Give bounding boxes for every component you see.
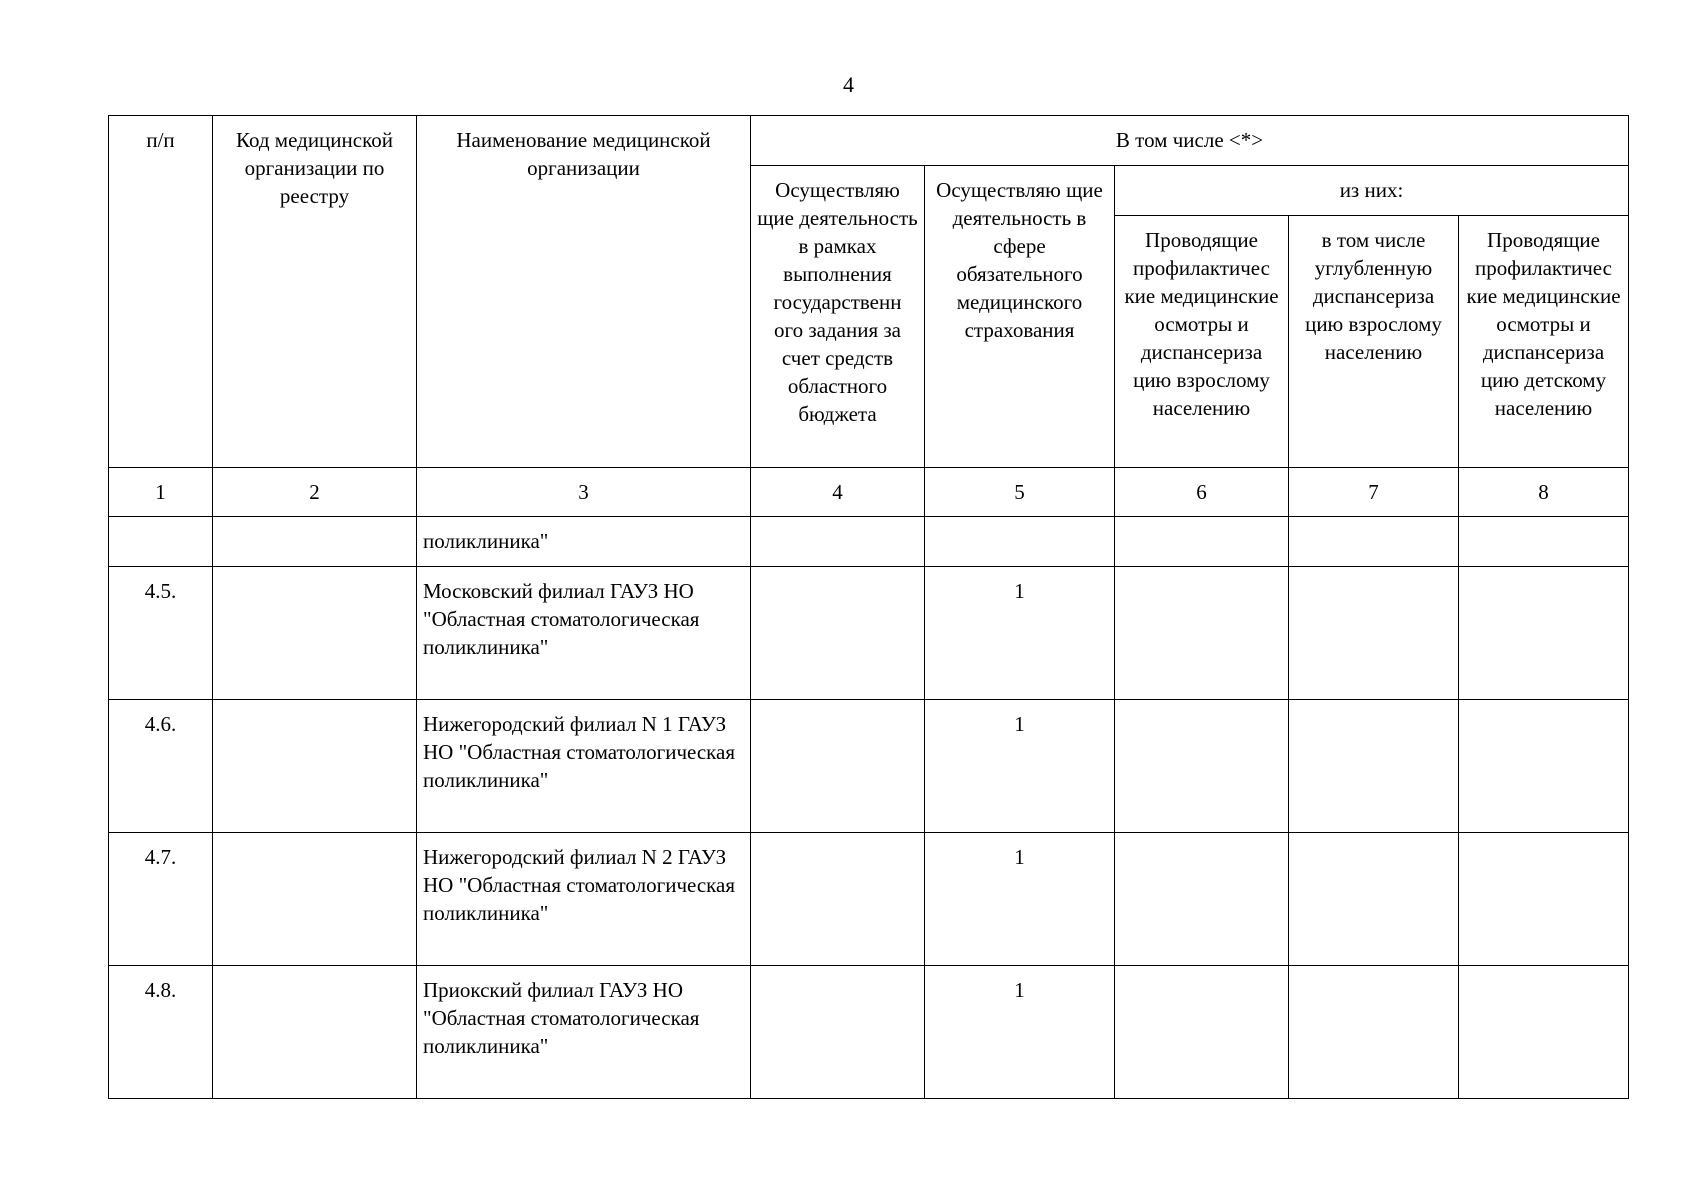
cell-col-7	[1289, 517, 1459, 567]
org-code	[213, 966, 417, 1099]
cell-col-7	[1289, 700, 1459, 833]
cell-col-5: 1	[925, 966, 1115, 1099]
column-number: 7	[1289, 468, 1459, 517]
cell-col-4	[751, 517, 925, 567]
row-number: 4.6.	[109, 700, 213, 833]
org-code	[213, 833, 417, 966]
header-col-1: п/п	[109, 116, 213, 468]
column-number: 5	[925, 468, 1115, 517]
column-number: 6	[1115, 468, 1289, 517]
cell-col-7	[1289, 833, 1459, 966]
org-code	[213, 700, 417, 833]
table-row	[109, 700, 1629, 833]
table-row	[109, 966, 1629, 1099]
header-group-including: В том числе <*>	[751, 116, 1629, 166]
header-col-3: Наименование медицинской организации	[417, 116, 751, 468]
header-subgroup-of-them: из них:	[1115, 166, 1629, 216]
header-col-4: Осуществляю щие деятельность в рамках выполнения государственн ого задания за счет средств областного бюджета	[751, 166, 925, 468]
header-col-8: Проводящие профилактичес кие медицинские осмотры и диспансериза цию детскому населению	[1459, 216, 1629, 468]
org-name: Нижегородский филиал N 2 ГАУЗ НО "Областная стоматологическая поликлиника"	[417, 833, 751, 966]
cell-col-5	[925, 517, 1115, 567]
page-number: 4	[843, 72, 854, 97]
table-row	[109, 517, 1629, 567]
cell-col-6	[1115, 517, 1289, 567]
header-col-2: Код медицинской организации по реестру	[213, 116, 417, 468]
org-name: Нижегородский филиал N 1 ГАУЗ НО "Областная стоматологическая поликлиника"	[417, 700, 751, 833]
cell-col-6	[1115, 966, 1289, 1099]
row-number: 4.8.	[109, 966, 213, 1099]
cell-col-8	[1459, 833, 1629, 966]
column-number: 4	[751, 468, 925, 517]
column-numbers-row	[109, 468, 1629, 517]
column-number: 8	[1459, 468, 1629, 517]
cell-col-6	[1115, 833, 1289, 966]
column-number: 1	[109, 468, 213, 517]
header-col-7: в том числе углубленную диспансериза цию взрослому населению	[1289, 216, 1459, 468]
cell-col-8	[1459, 700, 1629, 833]
cell-col-7	[1289, 966, 1459, 1099]
cell-col-4	[751, 567, 925, 700]
cell-col-8	[1459, 966, 1629, 1099]
cell-col-8	[1459, 567, 1629, 700]
row-number: 4.7.	[109, 833, 213, 966]
cell-col-5: 1	[925, 567, 1115, 700]
header-col-5: Осуществляю щие деятельность в сфере обязательного медицинского страхования	[925, 166, 1115, 468]
org-name: Приокский филиал ГАУЗ НО "Областная стоматологическая поликлиника"	[417, 966, 751, 1099]
header-row-1	[109, 116, 1629, 166]
org-name: Московский филиал ГАУЗ НО "Областная стоматологическая поликлиника"	[417, 567, 751, 700]
org-name: поликлиника"	[417, 517, 751, 567]
cell-col-6	[1115, 567, 1289, 700]
table-row	[109, 567, 1629, 700]
org-code	[213, 517, 417, 567]
cell-col-4	[751, 966, 925, 1099]
row-number	[109, 517, 213, 567]
org-code	[213, 567, 417, 700]
cell-col-5: 1	[925, 833, 1115, 966]
cell-col-4	[751, 700, 925, 833]
column-number: 3	[417, 468, 751, 517]
medical-organizations-table	[108, 115, 1629, 1099]
cell-col-6	[1115, 700, 1289, 833]
table-row	[109, 833, 1629, 966]
cell-col-5: 1	[925, 700, 1115, 833]
cell-col-4	[751, 833, 925, 966]
cell-col-8	[1459, 517, 1629, 567]
cell-col-7	[1289, 567, 1459, 700]
header-col-6: Проводящие профилактичес кие медицинские осмотры и диспансериза цию взрослому населению	[1115, 216, 1289, 468]
row-number: 4.5.	[109, 567, 213, 700]
column-number: 2	[213, 468, 417, 517]
